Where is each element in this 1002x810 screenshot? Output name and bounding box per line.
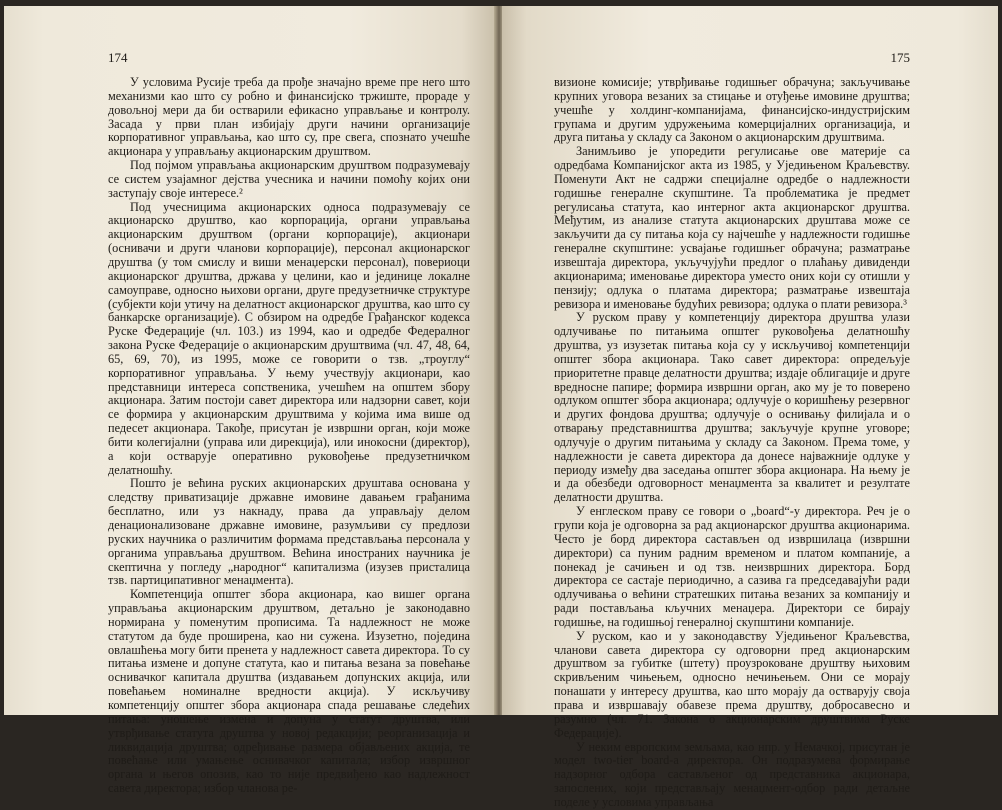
right-page-text [554,76,910,810]
paragraph: Под учесницима акционарских односа подразумевају се акционарско друштво, као корпорација, органи управљања акционарским друштвом (органи корпорације), акционари (оснивачи и други чланови корпорације), персонал акционарског друштва (у том смислу и виши менаџерски персонал), повериоци акционарског друштва, држава у целини, као и јединице локалне самоуправе, односно њихови органи, друге предузетничке структуре (субјекти који утичу на делатност акционарског друштва, као што су банкарске организације). С обзиром на одредбе Грађанског кодекса Руске Федерације (чл. 103.) из 1994, као и одредбе Федералног закона Руске Федерације о акционарским друштвима (чл. 47, 48, 64, 65, 69, 70), из 1995, може се говорити о тзв. „троуглу“ корпоративног управљања. У њему учествују акционари, као представници интереса сопственика, учешћем на општем збору акционара. Затим постоји савет директора или надзорни савет, који се формира у акционарским друштвима у којима има више од педесет акционара. Такође, присутан је извршни орган, који може бити колегијални (управа или дирекција), или инокосни (директор), а који остварује оперативно руковођење предузетничком делатношћу. [108,199,470,477]
right-page [502,6,998,809]
paragraph: Компетенција општег збора акционара, као вишег органа управљања акционарским друштвом, детаљно је законодавно нормирана у поменутим прописима. Та надлежност не може статутом да буде проширена, као ни сужена. Изузетно, поједина овлашћења могу бити пренета у надлежност савета директора. То су питања измене и допуне статута, као и питања везана за повећање оснивачког капитала друштва (издавањем допунских акција, или повећањем номиналне вредности акција). У искључиву компетенцију општег збора акционара спада решавање следећих питања: уношење измена и допуна у статут друштва, или утврђивање статута друштва у новој редакцији; реорганизација и ликвидација друштва; одређивање размера објављених акција, те повећање или умањење оснивачког капитала; избор извршног органа и његов опозив, као то није предвиђено као надлежност савета директора; избор чланова ре- [108,587,470,796]
left-page-text [108,76,470,796]
paragraph: Пошто је већина руских акционарских друштава основана у следству приватизације државне имовине давањем грађанима бесплатно, или уз накнаду, права да управљају делом денационализоване државне имовине, разумљиви су предлози руских научника о различитим формама представљања персонала у органима управљања друштвом. Већина иностраних научника је скептична у погледу „народног“ капитализма (изузев присталица тзв. партиципативног менаџмента). [108,476,470,588]
paragraph: У условима Русије треба да прође значајно време пре него што механизми као што су робно и финансијско тржиште, прораде у довољној мери да би остварили ефикасно управљање и контролу. Засада у први план избијају други начини организације корпоративног управљања, као што су, пре свега, спознато учешће акционара у управљању акционарским друштвом. [108,75,470,159]
paragraph: визионе комисије; утврђивање годишњег обрачуна; закључивање крупних уговора везаних за стицање и отуђење имовине друштва; учешће у холдинг-компанијама, финансијско-индустријским групама и другим удружењима комерцијалних организација, и друга питања у складу са Законом о акционарским друштвима. [554,75,910,145]
book-spread [4,6,998,809]
page-number-right: 175 [890,50,910,65]
page-number-left: 174 [108,50,128,65]
paragraph: У енглеском праву се говори о „board“-у директора. Реч је о групи која је одговорна за рад акционарског друштва акционарима. Често је борд директора састављен од извршилаца (извршни директори) са пуним радним временом и платом компаније, а понекад је сачињен и од тзв. неизвршних директора. Борд директора се састаје периодично, а сазива га председавајући ради одлучивања о већини стратешких питања везаних за компанију и ради постављања кључних менаџера. Директори се бирају годишње, на годишњој генералној скупштини компаније. [554,504,910,629]
paragraph: У руском, као и у законодавству Уједињеног Краљевства, чланови савета директора су одговорни пред акционарским друштвом за губитке (штету) проузроковане друштву њиховим скривљеним чињењем, односно нечињењем. Они се морају понашати у интересу друштва, као што морају да остварују своја права и извршавају обавезе према друштву, добросавесно и разумно (чл. 71. Закона о акционарским друштвима Руске Федерације). [554,628,910,740]
paragraph: У руском праву у компетенцију директора друштва улази одлучивање по питањима општег руковођења делатношћу друштва, уз изузетак питања која су у искључивој компетенцији општег збора акционара. Тако савет директора: опредељује приоритетне правце делатности друштва; издаје облигације и друге вредносне папире; формира извршни орган, ако му је то поверено одлуком општег збора акционара; одлучује о коришћењу резервног и других фондова друштва; одлучује о оснивању филијала и о отварању представништва друштва; закључује крупне уговоре; одлучује о другим питањима у складу са Законом. Према томе, у надлежности је савета директора да донесе најважније одлуке у периоду између два заседања општег збора акционара. На њему је и да обезбеди одговорност менаџмента за квалитет и резултате делатности друштва. [554,310,910,505]
paragraph: Под појмом управљања акционарским друштвом подразумевају се систем узајамног дејства учесника и начини помоћу којих они заступају своје интересе.² [108,158,470,200]
left-page [4,6,496,796]
paragraph: У неким европским земљама, као нпр. у Немачкој, присутан је модел two-tier board-а директора. Он подразумева формирање надзорног одбора састављеног од представника акционара, запослених, који представљају менаџмент-одбор ради детаљне поделе у условима управљања [554,739,910,809]
paragraph: Занимљиво је упоредити регулисање ове материје са одредбама Компанијског акта из 1985, у Уједињеном Краљевству. Поменути Акт не садржи специјалне одредбе о надлежности годишње генералне скупштине. Та проблематика је предмет регулисања статута, као интерног акта акционарског друштва. Међутим, из анализе статута акционарских друштава може се закључити да су питања која су најчешће у надлежности годишње генералне скупштине: усвајање годишњег обрачуна; разматрање извештаја директора, укључујући предлог о плаћању дивиденди акционарима; именовање директора уместо оних који су отишли у пензију; одлука о платама директора; разматрање извештаја ревизора и именовање будућих ревизора; одлука о плати ревизора.³ [554,144,910,311]
